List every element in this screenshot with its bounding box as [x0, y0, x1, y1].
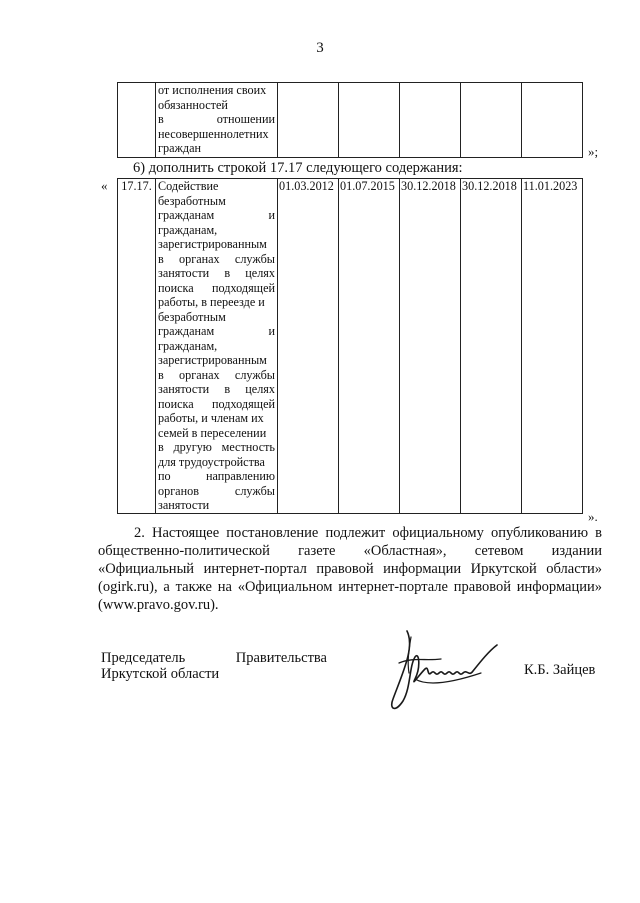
text-line: занятости — [158, 498, 210, 512]
table-fragment-top — [117, 82, 583, 158]
signatory-title-line: Иркутской области — [101, 666, 220, 682]
paragraph-2 — [98, 524, 602, 614]
closing-quote: ». — [588, 509, 598, 524]
table-cell-empty — [278, 83, 339, 158]
text-line: зарегистрированным — [158, 353, 267, 367]
text-line: от исполнения своих — [158, 83, 267, 97]
table-row-17-17 — [117, 178, 583, 514]
table-cell-empty — [522, 83, 583, 158]
text-line: органов службы — [158, 483, 275, 498]
table-cell-empty — [118, 83, 156, 158]
text-line: Содействие — [158, 179, 219, 193]
table-cell-empty — [400, 83, 461, 158]
text-line: граждан — [158, 141, 202, 155]
text-line: занятости в целях — [158, 266, 275, 280]
text-line: зарегистрированным — [158, 237, 267, 251]
text-line: поиска подходящей — [158, 396, 275, 411]
row-number: 17.17. — [118, 179, 156, 514]
text-line: по направлению — [158, 469, 275, 483]
table-cell-empty — [339, 83, 400, 158]
text-line: занятости в целях — [158, 382, 275, 396]
date-cell: 11.01.2023 — [522, 179, 583, 514]
text-line: поиска подходящей — [158, 280, 275, 295]
paragraph-2-text: 2. Настоящее постановление подлежит официальному опубликованию в общественно-политической газете «Областная», сетевом издании «Официальный интернет-портал правовой информации Иркутской области» (ogirk.ru), а также на «Официальном интернет-портале правовой информации» (www.pravo.gov.ru). — [98, 525, 602, 613]
text-line: обязанностей — [158, 97, 228, 112]
signatory-name: К.Б. Зайцев — [524, 662, 596, 678]
text-line: для трудоустройства — [158, 454, 265, 469]
text-line: в органах службы — [158, 367, 275, 382]
signatory-title — [101, 650, 327, 682]
row-description — [156, 179, 278, 514]
table-cell-text — [156, 83, 278, 158]
text-line: работы, в переезде и — [158, 295, 265, 309]
date-cell: 01.03.2012 — [278, 179, 339, 514]
item-6-text: 6) дополнить строкой 17.17 следующего содержания: — [133, 160, 463, 176]
text-line: безработным — [158, 193, 226, 208]
text-line: в отношении — [158, 112, 275, 126]
text-line: гражданам и — [158, 208, 275, 222]
text-line: несовершеннолетних — [158, 126, 269, 141]
closing-quote: »; — [588, 144, 599, 159]
handwritten-signature — [385, 627, 510, 717]
text-line: в органах службы — [158, 251, 275, 266]
text-line: в другую местность — [158, 440, 275, 454]
table-cell-empty — [461, 83, 522, 158]
text-line: гражданам, — [158, 222, 218, 237]
date-cell: 30.12.2018 — [400, 179, 461, 514]
text-line: работы, и членам их — [158, 411, 264, 425]
signatory-title-line: Председатель Правительства — [101, 650, 327, 666]
text-line: семей в переселении — [158, 425, 267, 440]
date-cell: 30.12.2018 — [461, 179, 522, 514]
text-line: гражданам и — [158, 324, 275, 338]
text-line: гражданам, — [158, 338, 218, 353]
date-cell: 01.07.2015 — [339, 179, 400, 514]
page-number: 3 — [316, 40, 324, 56]
text-line: безработным — [158, 309, 226, 324]
opening-quote: « — [101, 178, 108, 193]
